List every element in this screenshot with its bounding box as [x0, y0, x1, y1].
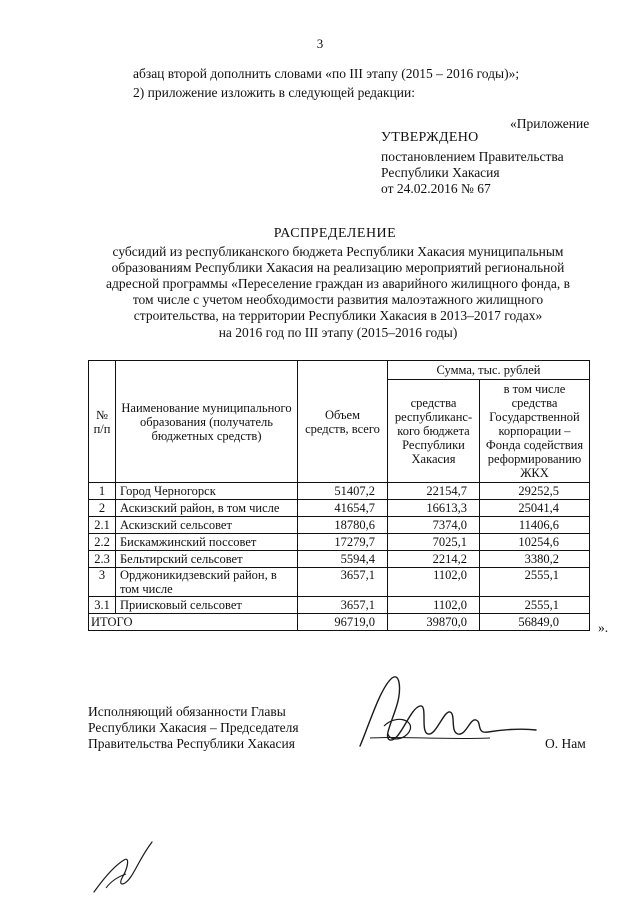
row-name: Аскизский район, в том числе — [116, 500, 298, 517]
subtitle-line: субсидий из республиканского бюджета Республики Хакасия муниципальным — [112, 244, 564, 259]
approval-line-1: постановлением Правительства — [381, 149, 564, 164]
signer-name: О. Нам — [545, 736, 586, 751]
row-republic: 1102,0 — [388, 568, 480, 597]
distribution-table — [88, 360, 590, 631]
appendix-header: «Приложение — [510, 116, 590, 131]
approval-line-3: от 24.02.2016 № 67 — [381, 181, 491, 196]
row-total: 51407,2 — [298, 483, 388, 500]
header-total: Объем средств, всего — [298, 361, 388, 483]
header-name: Наименование муниципального образования (получатель бюджетных средств) — [116, 361, 298, 483]
row-num: 2.1 — [89, 517, 116, 534]
handwritten-signature — [340, 668, 540, 768]
row-republic: 16613,3 — [388, 500, 480, 517]
header-num: № п/п — [89, 361, 116, 483]
signer-title-line-2: Республики Хакасия – Председателя — [88, 720, 299, 735]
table-row — [89, 500, 590, 517]
table-row — [89, 551, 590, 568]
total-value: 96719,0 — [298, 614, 388, 631]
row-num: 2.2 — [89, 534, 116, 551]
row-name: Бискамжинский поссовет — [116, 534, 298, 551]
header-sum-group: Сумма, тыс. рублей — [388, 361, 590, 380]
approval-title: УТВЕРЖДЕНО — [381, 130, 479, 145]
table-row — [89, 483, 590, 500]
row-name: Город Черногорск — [116, 483, 298, 500]
row-fund: 2555,1 — [480, 568, 590, 597]
row-num: 3 — [89, 568, 116, 597]
row-num: 2.3 — [89, 551, 116, 568]
row-name: Приисковый сельсовет — [116, 597, 298, 614]
total-fund: 56849,0 — [480, 614, 590, 631]
table-row — [89, 517, 590, 534]
row-name: Орджоникидзевский район, в том числе — [116, 568, 298, 597]
closing-quote: ». — [598, 620, 609, 635]
table-row — [89, 597, 590, 614]
row-name: Аскизский сельсовет — [116, 517, 298, 534]
table-row — [89, 568, 590, 597]
row-total: 5594,4 — [298, 551, 388, 568]
intro-line-1: абзац второй дополнить словами «по III этапу (2015 – 2016 годы)»; — [133, 66, 520, 81]
signer-title-line-3: Правительства Республики Хакасия — [88, 736, 295, 751]
subtitle-line: строительства, на территории Республики Хакасия в 2013–2017 годах» — [133, 308, 543, 323]
page-number: 3 — [316, 36, 324, 51]
table-total-row — [89, 614, 590, 631]
row-republic: 7025,1 — [388, 534, 480, 551]
initials-mark — [90, 838, 160, 898]
header-fund: в том числе средства Государственной корпорации – Фонда содействия реформированию ЖКХ — [480, 380, 590, 483]
row-republic: 2214,2 — [388, 551, 480, 568]
row-num: 2 — [89, 500, 116, 517]
row-total: 17279,7 — [298, 534, 388, 551]
approval-line-2: Республики Хакасия — [381, 165, 500, 180]
row-fund: 2555,1 — [480, 597, 590, 614]
table-header-row — [89, 361, 590, 380]
row-total: 41654,7 — [298, 500, 388, 517]
subtitle-line: том числе с учетом необходимости развития малоэтажного жилищного — [132, 292, 544, 307]
total-label: ИТОГО — [89, 614, 298, 631]
row-total: 3657,1 — [298, 568, 388, 597]
signer-title-line-1: Исполняющий обязанности Главы — [88, 704, 286, 719]
subtitle-line: на 2016 год по III этапу (2015–2016 годы) — [218, 325, 458, 340]
row-fund: 3380,2 — [480, 551, 590, 568]
row-fund: 25041,4 — [480, 500, 590, 517]
row-fund: 10254,6 — [480, 534, 590, 551]
subtitle-line: образованиям Республики Хакасия на реализацию мероприятий региональной — [111, 260, 565, 275]
row-republic: 7374,0 — [388, 517, 480, 534]
row-fund: 29252,5 — [480, 483, 590, 500]
subtitle-line: адресной программы «Переселение граждан из аварийного жилищного фонда, в — [106, 276, 570, 291]
intro-line-2: 2) приложение изложить в следующей редакции: — [133, 85, 416, 100]
row-total: 3657,1 — [298, 597, 388, 614]
row-name: Бельтирский сельсовет — [116, 551, 298, 568]
total-republic: 39870,0 — [388, 614, 480, 631]
row-republic: 1102,0 — [388, 597, 480, 614]
row-num: 1 — [89, 483, 116, 500]
row-total: 18780,6 — [298, 517, 388, 534]
document-title: РАСПРЕДЕЛЕНИЕ — [273, 226, 397, 241]
table-row — [89, 534, 590, 551]
row-fund: 11406,6 — [480, 517, 590, 534]
row-republic: 22154,7 — [388, 483, 480, 500]
header-republic: средства республиканс-кого бюджета Республики Хакасия — [388, 380, 480, 483]
row-num: 3.1 — [89, 597, 116, 614]
